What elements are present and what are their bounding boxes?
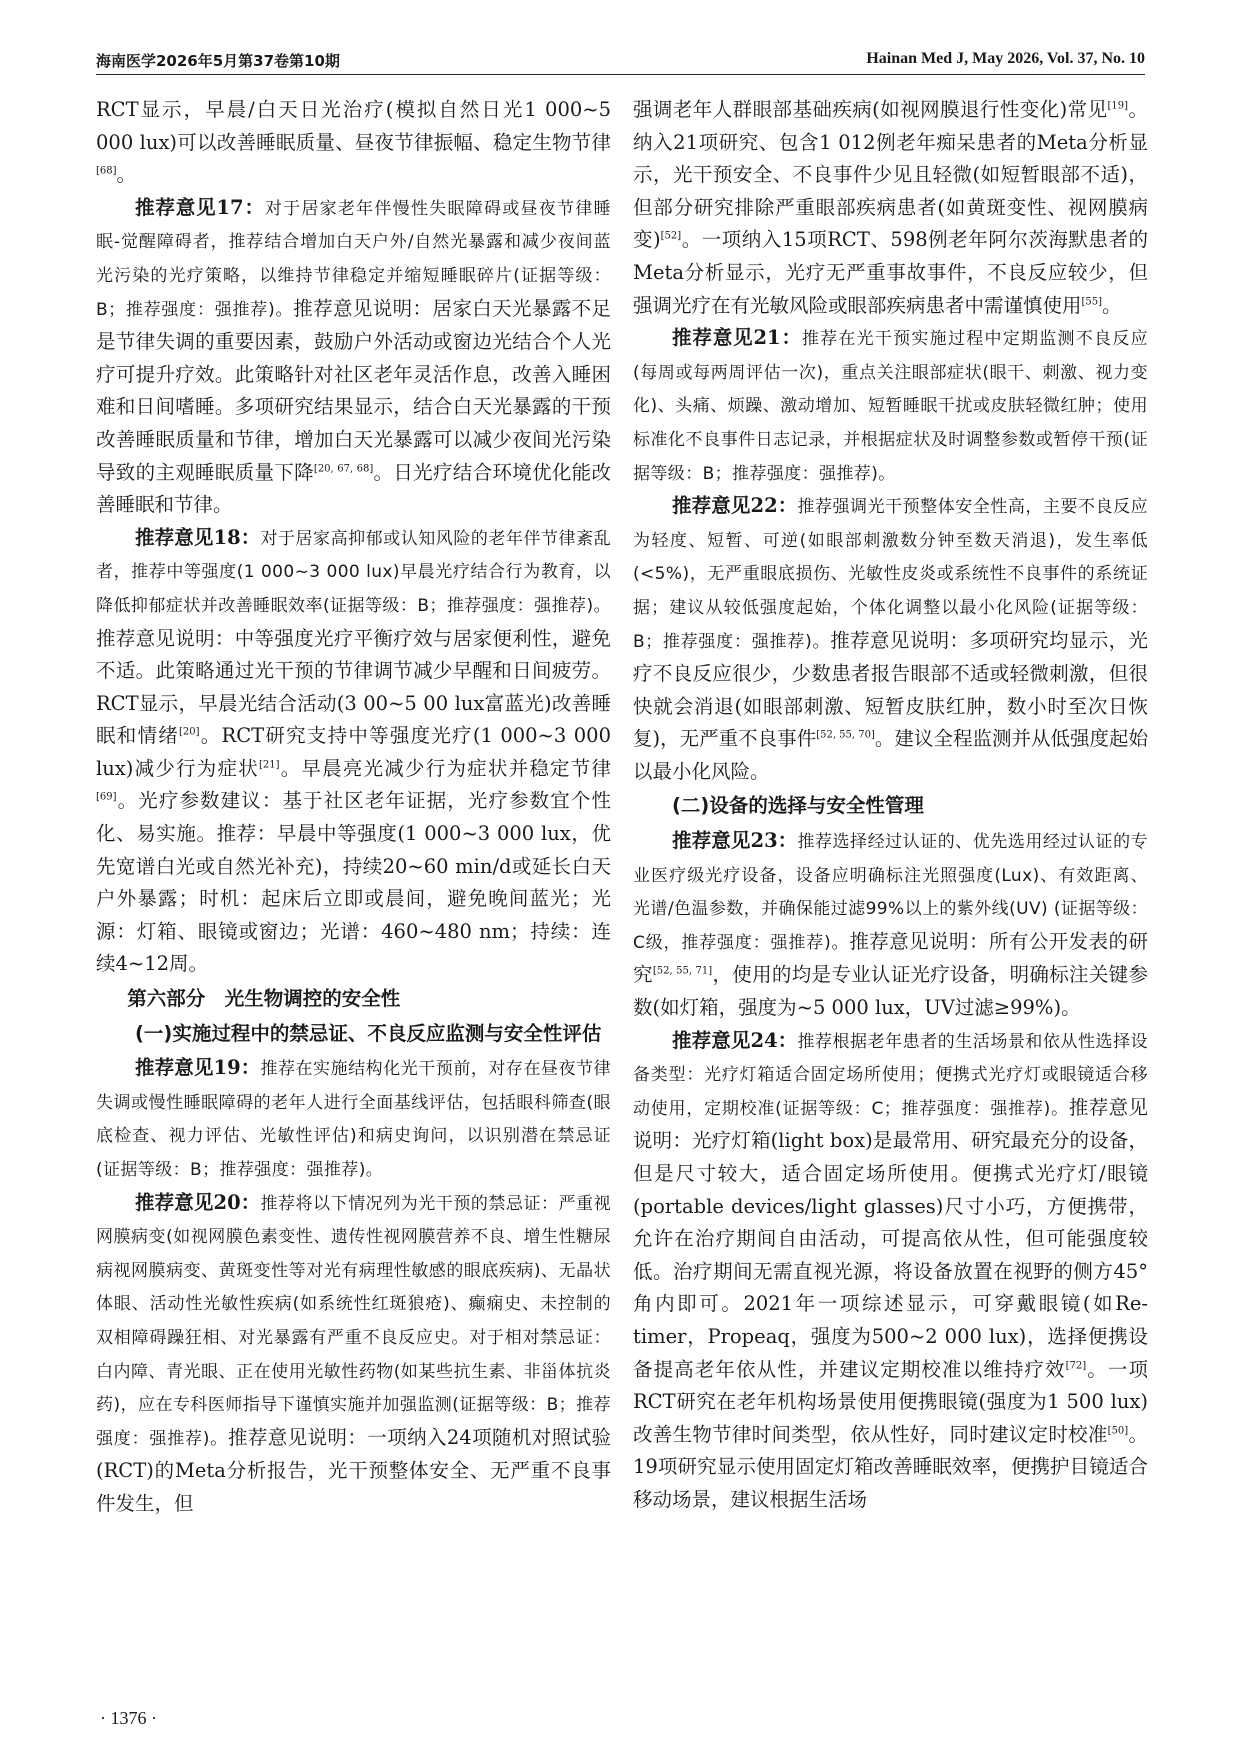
rec-explanation: 推荐意见说明：所有公开发表的研究 bbox=[633, 929, 1148, 987]
right-column bbox=[633, 94, 1148, 1517]
section-heading: (一)实施过程中的禁忌证、不良反应监测与安全性评估 bbox=[135, 1021, 602, 1045]
recommendation-22: 推荐意见22：推荐强调光干预整体安全性高，主要不良反应为轻度、短暂、可逆(如眼部刺激数分钟至数天消退)，发生率低(<5%)，无严重眼底损伤、光敏性皮炎或系统性不良事件的系统证据；建议从较低强度起始，个体化调整以最小化风险(证据等级：B；推荐强度：强推荐)。推荐意见说明：多项研究均显示，光疗不良反应很少，少数患者报告眼部不适或轻微刺激，但很快就会消退(如眼部刺激、短暂皮肤红肿，数小时至次日恢复)，无严重不良事件[52, 55, 70]。建议全程监测并从低强度起始以最小化风险。 bbox=[633, 494, 1149, 783]
rec-body: 推荐在光干预实施过程中定期监测不良反应(每周或每两周评估一次)，重点关注眼部症状(眼干、刺激、视力变化)、头痛、烦躁、激动增加、短暂睡眠干扰或皮肤轻微红肿；使用标准化不良事件日志记录，并根据症状及时调整参数或暂停干预(证据等级：B；推荐强度：强推荐)。 bbox=[633, 329, 1148, 484]
journal-issue-cn: 海南医学2026年5月第37卷第10期 bbox=[96, 52, 340, 70]
rec-label: 推荐意见23： bbox=[672, 829, 798, 853]
citation: [52] bbox=[660, 230, 682, 242]
citation: [19] bbox=[1107, 100, 1129, 112]
rec-label: 推荐意见17： bbox=[135, 195, 265, 219]
recommendation-19 bbox=[96, 1052, 611, 1186]
citation: [68] bbox=[96, 165, 117, 177]
citation: [72] bbox=[1065, 1360, 1087, 1372]
recommendation-21 bbox=[633, 322, 1148, 490]
recommendation-17: 推荐意见17：对于居家老年伴慢性失眠障碍或昼夜节律睡眠-觉醒障碍者，推荐结合增加白天户外/自然光暴露和减少夜间蓝光污染的光疗策略，以维持节律稳定并缩短睡眠碎片(证据等级：B；推荐强度：强推荐)。推荐意见说明：居家白天光暴露不足是节律失调的重要因素，鼓励户外活动或窗边光结合个人光疗可提升疗效。此策略针对社区老年灵活作息，改善入睡困难和日间嗜睡。多项研究结果显示，结合白天光暴露的干预改善睡眠质量和节律，增加白天光暴露可以减少夜间光污染导致的主观睡眠质量下降[20, 67, 68]。日光疗结合环境优化能改善睡眠和节律。 bbox=[96, 195, 611, 517]
citation: [21] bbox=[258, 759, 280, 771]
rec-label: 推荐意见22： bbox=[672, 494, 798, 518]
paragraph-rct-daylight: RCT显示，早晨/白天日光治疗(模拟自然日光1 000~5 000 lux)可以改善睡眠质量、昼夜节律振幅、稳定生物节律[68]。 bbox=[96, 98, 611, 187]
recommendation-24: 推荐意见24：推荐根据老年患者的生活场景和依从性选择设备类型：光疗灯箱适合固定场所使用；便携式光疗灯或眼镜适合移动使用，定期校准(证据等级：C；推荐强度：强推荐)。推荐意见说明：光疗灯箱(light box)是最常用、研究最充分的设备，但是尺寸较大，适合固定场所使用。便携式光疗灯/眼镜(portable devices/light glasses)尺寸小巧，方便携带，允许在治疗期间自由活动，可提高依从性，但可能强度较低。治疗期间无需直视光源，将设备放置在视野的侧方45°角内即可。2021年一项综述显示，可穿戴眼镜(如Re-timer，Propeaq，强度为500~2 000 lux)，选择便携设备提高老年依从性，并建议定期校准以维持疗效[72]。一项RCT研究在老年机构场景使用便携眼镜(强度为1 500 lux)改善生物节律时间类型，依从性好，同时建议定时校准[50]。19项研究显示使用固定灯箱改善睡眠效率，便携护目镜适合移动场景，建议根据生活场 bbox=[633, 1028, 1149, 1511]
rec-explanation: 推荐意见说明：光疗灯箱(light box)是最常用、研究最充分的设备，但是尺寸较大，适合固定场所使用。便携式光疗灯/眼镜(portable devices/light glasses)尺寸小巧，方便携带，允许在治疗期间自由活动，可提高依从性，但可能强度较低。治疗期间无需直视光源，将设备放置在视野的侧方45°角内即可。2021年一项综述显示，可穿戴眼镜(如Re-timer，Propeaq，强度为500~2 000 lux)，选择便携设备提高老年依从性，并建议定期校准以维持疗效 bbox=[633, 1095, 1148, 1381]
citation: [20, 67, 68] bbox=[313, 463, 374, 475]
rec-label: 推荐意见21： bbox=[672, 326, 802, 350]
citation: [55] bbox=[1081, 296, 1103, 308]
rec-body: 推荐将以下情况列为光干预的禁忌证：严重视网膜病变(如视网膜色素变性、遗传性视网膜营养不良、增生性糖尿病视网膜病变、黄斑变性等对光有病理性敏感的眼底疾病)、无晶状体眼、活动性光敏性疾病(如系统性红斑狼疮)、癫痫史、未控制的双相障碍躁狂相、对光暴露有严重不良反应史。对于相对禁忌证：白内障、青光眼、正在使用光敏性药物(如某些抗生素、非甾体抗炎药)，应在专科医师指导下谨慎实施并加强监测(证据等级：B；推荐强度：强推荐)。 bbox=[96, 1193, 612, 1449]
rec-label: 推荐意见24： bbox=[672, 1028, 798, 1052]
rec-body: 推荐强调光干预整体安全性高，主要不良反应为轻度、短暂、可逆(如眼部刺激数分钟至数天消退)，发生率低(<5%)，无严重眼底损伤、光敏性皮炎或系统性不良事件的系统证据；建议从较低强度起始，个体化调整以最小化风险(证据等级：B；推荐强度：强推荐)。 bbox=[633, 497, 1149, 652]
rec-body: 推荐选择经过认证的、优先选用经过认证的专业医疗级光疗设备，设备应明确标注光照强度(Lux)、有效距离、光谱/色温参数，并确保能过滤99%以上的紫外线(UV) (证据等级：C级，推荐强度：强推荐)。 bbox=[633, 832, 1149, 953]
section-heading: (二)设备的选择与安全性管理 bbox=[672, 794, 924, 818]
journal-issue-en: Hainan Med J, May 2026, Vol. 37, No. 10 bbox=[866, 50, 1145, 67]
rec-body: 对于居家老年伴慢性失眠障碍或昼夜节律睡眠-觉醒障碍者，推荐结合增加白天户外/自然光暴露和减少夜间蓝光污染的光疗策略，以维持节律稳定并缩短睡眠碎片(证据等级：B；推荐强度：强推荐)。 bbox=[96, 198, 611, 320]
citation: [52, 55, 71] bbox=[652, 965, 713, 977]
recommendation-18: 推荐意见18：对于居家高抑郁或认知风险的老年伴节律紊乱者，推荐中等强度(1 000~3 000 lux)早晨光疗结合行为教育，以降低抑郁症状并改善睡眠效率(证据等级：B；推荐强度：强推荐)。推荐意见说明：中等强度光疗平衡疗效与居家便利性，避免不适。此策略通过光干预的节律调节减少早醒和日间疲劳。RCT显示，早晨光结合活动(3 00~5 00 lux富蓝光)改善睡眠和情绪[20]。RCT研究支持中等强度光疗(1 000~3 000 lux)减少行为症状[21]。早晨亮光减少行为症状并稳定节律[69]。光疗参数建议：基于社区老年证据，光疗参数宜个性化、易实施。推荐：早晨中等强度(1 000~3 000 lux，优先宽谱白光或自然光补充)，持续20~60 min/d或延长白天户外暴露；时机：起床后立即或晨间，避免晚间蓝光；光源：灯箱、眼镜或窗边；光谱：460~480 nm；持续：连续4~12周。 bbox=[96, 525, 612, 976]
rec-explanation: 推荐意见说明：一项纳入24项随机对照试验(RCT)的Meta分析报告，光干预整体安全、无严重不良事件发生，但 bbox=[96, 1425, 611, 1515]
rec-body: 推荐根据老年患者的生活场景和依从性选择设备类型：光疗灯箱适合固定场所使用；便携式光疗灯或眼镜适合移动使用，定期校准(证据等级：C；推荐强度：强推荐)。 bbox=[633, 1031, 1149, 1119]
running-header bbox=[96, 46, 1145, 75]
page-number: · 1376 · bbox=[100, 1708, 157, 1728]
citation: [20] bbox=[179, 726, 200, 738]
recommendation-23: 推荐意见23：推荐选择经过认证的、优先选用经过认证的专业医疗级光疗设备，设备应明确标注光照强度(Lux)、有效距离、光谱/色温参数，并确保能过滤99%以上的紫外线(UV) (证据等级：C级，推荐强度：强推荐)。推荐意见说明：所有公开发表的研究[52, 55, 71]，使用的均是专业认证光疗设备，明确标注关键参数(如灯箱，强度为~5 000 lux，UV过滤≥99%)。 bbox=[633, 829, 1149, 1020]
citation: [52, 55, 70] bbox=[816, 729, 875, 741]
left-column bbox=[96, 94, 611, 1521]
rec-explanation: 推荐意见说明：多项研究均显示，光疗不良反应很少，少数患者报告眼部不适或轻微刺激，但很快就会消退(如眼部刺激、短暂皮肤红肿，数小时至次日恢复)，无严重不良事件 bbox=[633, 628, 1148, 751]
rec-label: 推荐意见18： bbox=[135, 525, 261, 549]
rec-label: 推荐意见19： bbox=[135, 1056, 261, 1080]
recommendation-20 bbox=[96, 1187, 611, 1521]
part-heading: 第六部分 光生物调控的安全性 bbox=[127, 987, 401, 1011]
rec-explanation: 推荐意见说明：居家白天光暴露不足是节律失调的重要因素，鼓励户外活动或窗边光结合个人光疗可提升疗效。此策略针对社区老年灵活作息，改善入睡困难和日间嗜睡。多项研究结果显示，结合白天光暴露的干预改善睡眠质量和节律，增加白天光暴露可以减少夜间光污染导致的主观睡眠质量下降 bbox=[96, 296, 611, 484]
rec-label: 推荐意见20： bbox=[135, 1190, 261, 1214]
rec-body: 推荐在实施结构化光干预前，对存在昼夜节律失调或慢性睡眠障碍的老年人进行全面基线评估，包括眼科筛查(眼底检查、视力评估、光敏性评估)和病史询问，以识别潜在禁忌证(证据等级：B；推荐强度：强推荐)。 bbox=[96, 1059, 612, 1180]
paragraph-meta-analysis: 强调老年人群眼部基础疾病(如视网膜退行性变化)常见[19]。纳入21项研究、包含1 012例老年痴呆患者的Meta分析显示，光干预安全、不良事件少见且轻微(如短暂眼部不适)，但部分研究排除严重眼部疾病患者(如黄斑变性、视网膜病变)[52]。一项纳入15项RCT、598例老年阿尔茨海默患者的Meta分析显示，光疗无严重事故事件，不良反应较少，但强调光疗在有光敏风险或眼部疾病患者中需谨慎使用[55]。 bbox=[633, 98, 1148, 317]
citation: [50] bbox=[1107, 1425, 1129, 1437]
citation: [69] bbox=[96, 791, 117, 803]
rec-body: 对于居家高抑郁或认知风险的老年伴节律紊乱者，推荐中等强度(1 000~3 000 lux)早晨光疗结合行为教育，以降低抑郁症状并改善睡眠效率(证据等级：B；推荐强度：强推荐)。 bbox=[96, 528, 612, 616]
